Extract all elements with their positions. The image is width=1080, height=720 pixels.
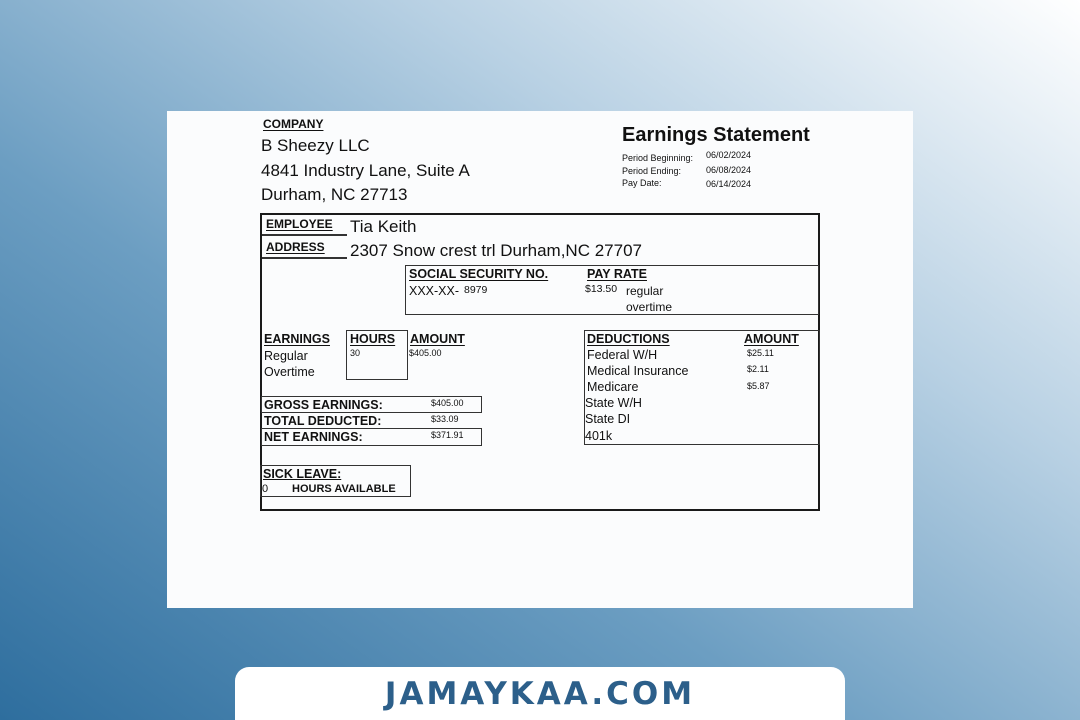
employee-name: Tia Keith (350, 217, 417, 236)
period-beginning-label: Period Beginning: (622, 153, 694, 163)
deduction-name: State W/H (585, 396, 642, 410)
earnings-label: EARNINGS (264, 332, 330, 346)
amount-label: AMOUNT (410, 332, 465, 346)
company-label: COMPANY (263, 117, 324, 131)
deductions-amount-label: AMOUNT (744, 332, 799, 346)
sick-leave-hours: 0 (262, 483, 269, 495)
sick-leave-hours-label: HOURS AVAILABLE (292, 483, 396, 495)
address-rule (262, 257, 347, 259)
ssn-prefix: XXX-XX- (409, 284, 460, 298)
pay-rate-value: $13.50 (585, 283, 618, 295)
hours-label: HOURS (350, 332, 396, 346)
deductions-label: DEDUCTIONS (587, 332, 670, 346)
deduction-amount: $5.87 (747, 381, 770, 391)
site-banner (235, 667, 845, 720)
earnings-regular-amount: $405.00 (409, 348, 442, 358)
employee-label: EMPLOYEE (266, 217, 333, 231)
deduction-name: State DI (585, 412, 631, 426)
ssn-last4: 8979 (464, 284, 488, 296)
site-watermark: JAMAYKAA.COM (384, 676, 696, 712)
company-address-line1: 4841 Industry Lane, Suite A (261, 161, 470, 180)
total-deducted-label: TOTAL DEDUCTED: (264, 414, 382, 428)
total-deducted-value: $33.09 (431, 414, 459, 424)
pay-rate-regular: regular (626, 284, 664, 298)
deduction-name: Federal W/H (587, 348, 658, 362)
period-ending-label: Period Ending: (622, 166, 682, 176)
earnings-overtime-name: Overtime (264, 365, 315, 379)
gross-earnings-label: GROSS EARNINGS: (264, 398, 383, 412)
sick-leave-label: SICK LEAVE: (263, 467, 342, 481)
company-name: B Sheezy LLC (261, 136, 370, 155)
employee-address: 2307 Snow crest trl Durham,NC 27707 (350, 241, 642, 260)
pay-rate-overtime: overtime (626, 300, 673, 314)
earnings-regular-hours: 30 (350, 348, 361, 358)
gross-earnings-value: $405.00 (431, 398, 464, 408)
company-address-line2: Durham, NC 27713 (261, 185, 408, 204)
deduction-name: 401k (585, 429, 613, 443)
statement-title: Earnings Statement (622, 124, 810, 146)
earnings-regular-name: Regular (264, 349, 308, 363)
deduction-name: Medical Insurance (587, 364, 689, 378)
period-ending-value: 06/08/2024 (706, 165, 752, 175)
ssn-label: SOCIAL SECURITY NO. (409, 267, 549, 281)
net-earnings-label: NET EARNINGS: (264, 430, 363, 444)
net-earnings-value: $371.91 (431, 430, 464, 440)
pay-date-label: Pay Date: (622, 178, 662, 188)
employee-rule (262, 234, 347, 236)
pay-rate-label: PAY RATE (587, 267, 647, 281)
deduction-name: Medicare (587, 380, 639, 394)
address-label: ADDRESS (266, 240, 325, 254)
period-beginning-value: 06/02/2024 (706, 150, 752, 160)
earnings-statement-document (167, 111, 913, 608)
deduction-amount: $2.11 (747, 364, 769, 374)
deduction-amount: $25.11 (747, 348, 774, 358)
pay-date-value: 06/14/2024 (706, 179, 752, 189)
